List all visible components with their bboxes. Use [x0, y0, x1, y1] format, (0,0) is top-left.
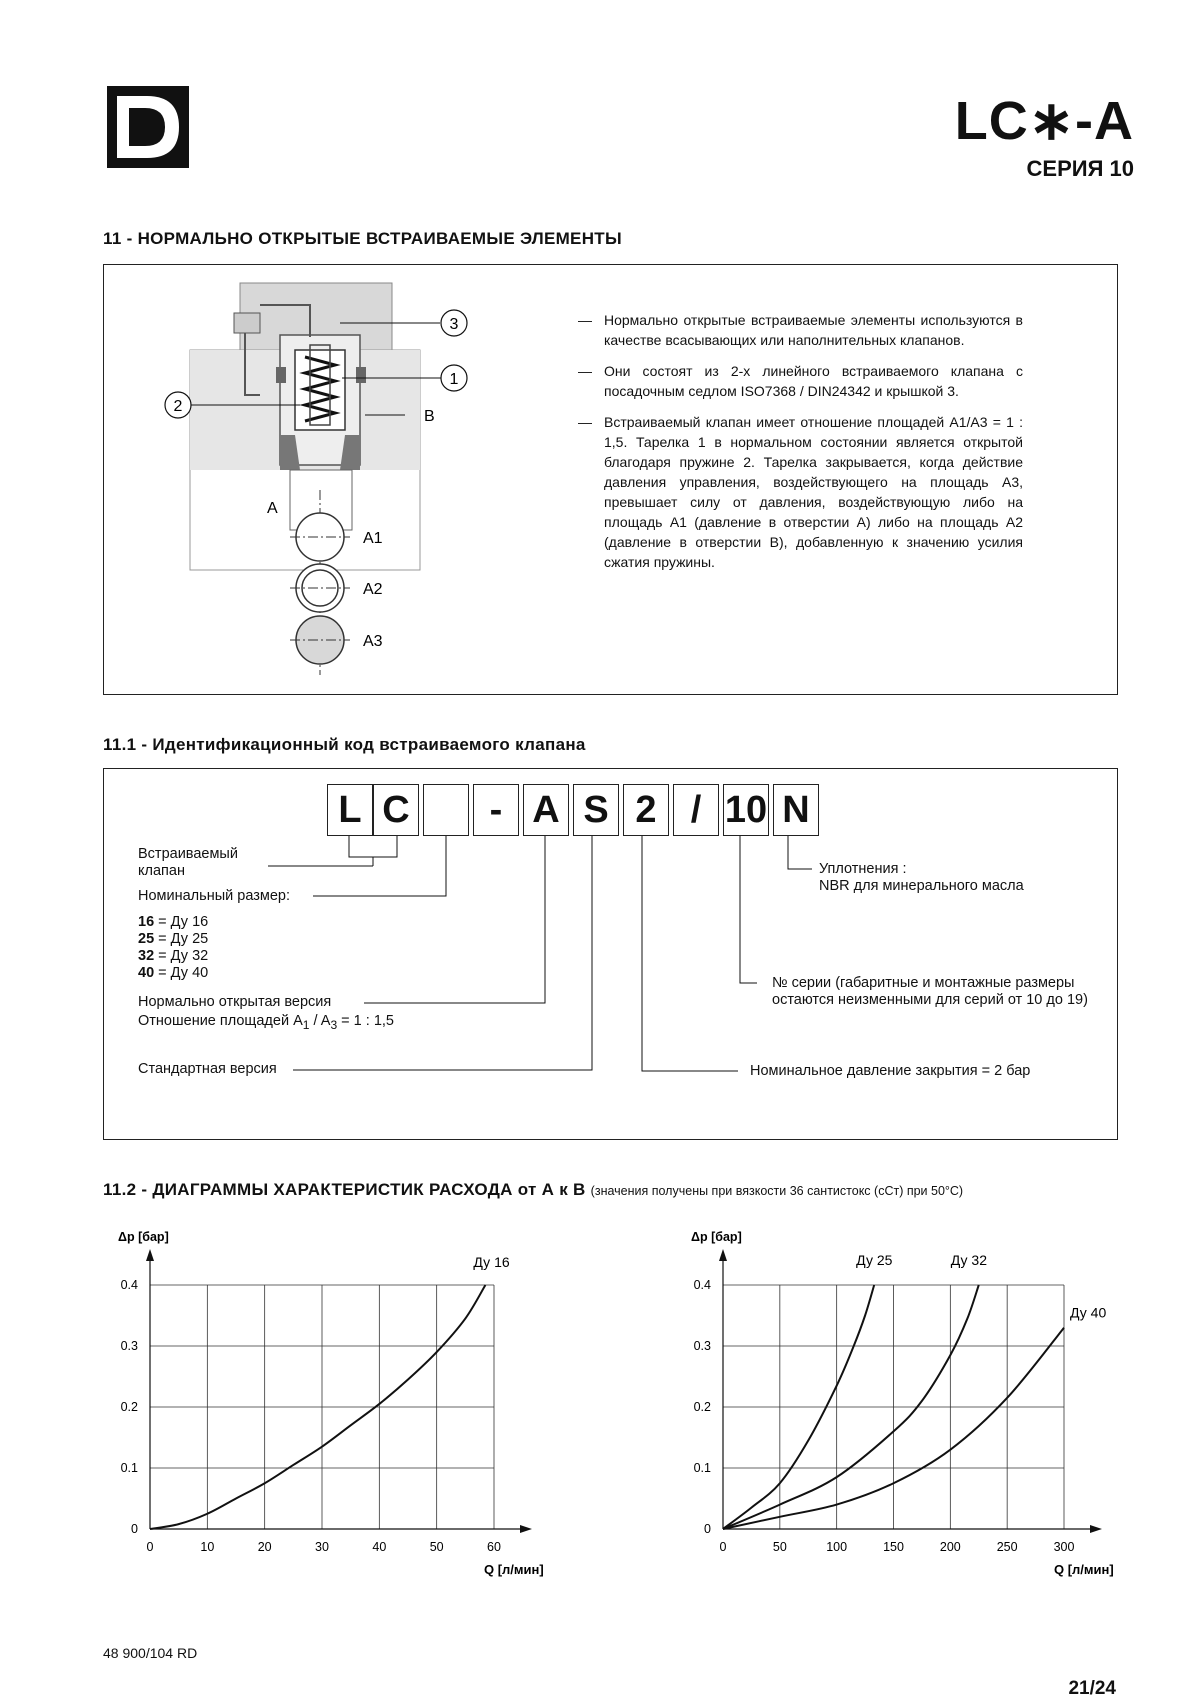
- x-tick-label: 30: [315, 1540, 329, 1554]
- callout-2-text: 2: [173, 398, 183, 415]
- x-tick-label: 0: [719, 1540, 727, 1554]
- bullet-item: — Нормально открытые встраиваемые элементы используются в качестве всасывающих или наполнительных клапанов.: [578, 312, 1023, 348]
- label-standard-version: Стандартная версия: [138, 1061, 277, 1077]
- code-cell-c: C: [373, 784, 419, 836]
- label-seals-title: Уплотнения :: [819, 861, 907, 877]
- label-closing-pressure: Номинальное давление закрытия = 2 бар: [750, 1063, 1031, 1079]
- page-number: 21/24: [1068, 1678, 1116, 1699]
- port-b-label: B: [424, 408, 435, 425]
- code-cell-dash: -: [473, 784, 519, 836]
- y-tick-label: 0: [704, 1522, 711, 1536]
- y-axis-arrow-icon: [146, 1249, 154, 1261]
- y-axis-label: Δp [бар]: [691, 1230, 742, 1244]
- bullet-item: — Встраиваемый клапан имеет отношение площадей A1/A3 = 1 : 1,5. Тарелка 1 в нормальном состоянии является открытой благодаря пружине 2. Тарелка закрывается, когда действие давления управления, воздействующего на площадь A3, превышает силу от давления, воздействующую либо на площадь A1 (давление в отверстии A) либо на площадь A2 (давление в отверстии B), добавленную к значению усилия сжатия пружины.: [578, 414, 1023, 570]
- x-axis-arrow-icon: [520, 1525, 532, 1533]
- bullet-text: Встраиваемый клапан имеет отношение площадей A1/A3 = 1 : 1,5. Тарелка 1 в нормальном состоянии является открытой благодаря пружине 2. Тарелка закрывается, когда действие давления управления, воздействующего на площадь A3, превышает силу от давления, воздействующую либо на площадь A1 (давление в отверстии A) либо на площадь A2 (давление в отверстии B), добавленную к значению усилия сжатия пружины.: [604, 414, 1023, 570]
- x-axis-label: Q [л/мин]: [1054, 1562, 1114, 1577]
- size-item: 25 = Ду 25: [138, 931, 209, 947]
- code-cell-seals: N: [773, 784, 819, 836]
- x-tick-label: 250: [996, 1540, 1018, 1554]
- size-item: 16 = Ду 16: [138, 914, 209, 930]
- area-a3-label: A3: [363, 633, 383, 650]
- label-series-note: № серии (габаритные и монтажные размеры остаются неизменными для серий от 10 до 19): [772, 975, 1088, 1008]
- label-normally-open: Нормально открытая версия: [138, 994, 332, 1010]
- code-cell-slash: /: [673, 784, 719, 836]
- bullet-text: Они состоят из 2-х линейного встраиваемого клапана с посадочным седлом ISO7368 / DIN24342 и крышкой 3.: [604, 363, 1023, 399]
- section-11-2-title: 11.2 - ДИАГРАММЫ ХАРАКТЕРИСТИК РАСХОДА от А к В (значения получены при вязкости 36 сантистокс (сСт) при 50°C): [103, 1180, 964, 1199]
- code-cell-s: S: [573, 784, 619, 836]
- label-nominal-size: Номинальный размер:: [138, 888, 290, 904]
- code-cell-a: A: [523, 784, 569, 836]
- area-a1-label: A1: [363, 530, 383, 547]
- y-tick-label: 0: [131, 1522, 138, 1536]
- y-tick-label: 0.3: [120, 1339, 138, 1353]
- y-tick-label: 0.3: [693, 1339, 711, 1353]
- size-list: [138, 914, 208, 982]
- x-tick-label: 300: [1053, 1540, 1075, 1554]
- document-code: 48 900/104 RD: [103, 1645, 198, 1661]
- label-area-ratio: Отношение площадей $A_1 / A_3 = 1$ : 1,5: [138, 1013, 394, 1032]
- x-axis-arrow-icon: [1090, 1525, 1102, 1533]
- section-11-title: 11 - НОРМАЛЬНО ОТКРЫТЫЕ ВСТРАИВАЕМЫЕ ЭЛЕМЕНТЫ: [103, 229, 622, 248]
- x-tick-label: 60: [487, 1540, 501, 1554]
- y-axis-arrow-icon: [719, 1249, 727, 1261]
- code-cell-2: 2: [623, 784, 669, 836]
- section-11-1-title: 11.1 - Идентификационный код встраиваемого клапана: [103, 735, 586, 754]
- x-tick-label: 150: [883, 1540, 904, 1554]
- y-tick-label: 0.1: [693, 1461, 711, 1475]
- flow-chart-du16: [100, 1225, 560, 1595]
- label-valve: Встраиваемый клапан: [138, 846, 238, 879]
- x-tick-label: 40: [372, 1540, 387, 1554]
- y-tick-label: 0.2: [693, 1400, 711, 1414]
- model-code: LC∗-A: [954, 91, 1134, 151]
- port-a-label: A: [267, 500, 278, 517]
- bullet-text: Нормально открытые встраиваемые элементы используются в качестве всасывающих или наполнительных клапанов.: [604, 312, 1023, 348]
- code-cell-l: L: [327, 784, 373, 836]
- callout-3-text: 3: [449, 316, 459, 333]
- bullet-item: — Они состоят из 2-х линейного встраиваемого клапана с посадочным седлом ISO7368 / DIN24342 и крышкой 3.: [578, 363, 1023, 399]
- x-tick-label: 10: [200, 1540, 215, 1554]
- y-tick-label: 0.1: [120, 1461, 138, 1475]
- series-label: Ду 16: [473, 1254, 510, 1270]
- code-cell-series: 10: [723, 784, 769, 836]
- y-tick-label: 0.2: [120, 1400, 138, 1414]
- x-tick-label: 200: [939, 1540, 961, 1554]
- x-tick-label: 0: [146, 1540, 154, 1554]
- y-tick-label: 0.4: [120, 1278, 138, 1292]
- x-tick-label: 50: [429, 1540, 444, 1554]
- series-label: Ду 25: [856, 1252, 893, 1268]
- size-item: 40 = Ду 40: [138, 965, 209, 981]
- label-seals-value: NBR для минерального масла: [819, 878, 1024, 894]
- x-tick-label: 50: [772, 1540, 787, 1554]
- size-item: 32 = Ду 32: [138, 948, 209, 964]
- y-axis-label: Δp [бар]: [118, 1230, 169, 1244]
- series-label: СЕРИЯ 10: [1026, 156, 1134, 181]
- series-label: Ду 40: [1070, 1304, 1107, 1321]
- area-a2-label: A2: [363, 581, 383, 598]
- y-tick-label: 0.4: [693, 1278, 711, 1292]
- x-tick-label: 20: [257, 1540, 272, 1554]
- x-tick-label: 100: [826, 1540, 848, 1554]
- series-label: Ду 32: [950, 1252, 988, 1268]
- callout-1-text: 1: [449, 371, 459, 388]
- flow-chart-du25-32-40: [650, 1225, 1120, 1595]
- x-axis-label: Q [л/мин]: [484, 1562, 544, 1577]
